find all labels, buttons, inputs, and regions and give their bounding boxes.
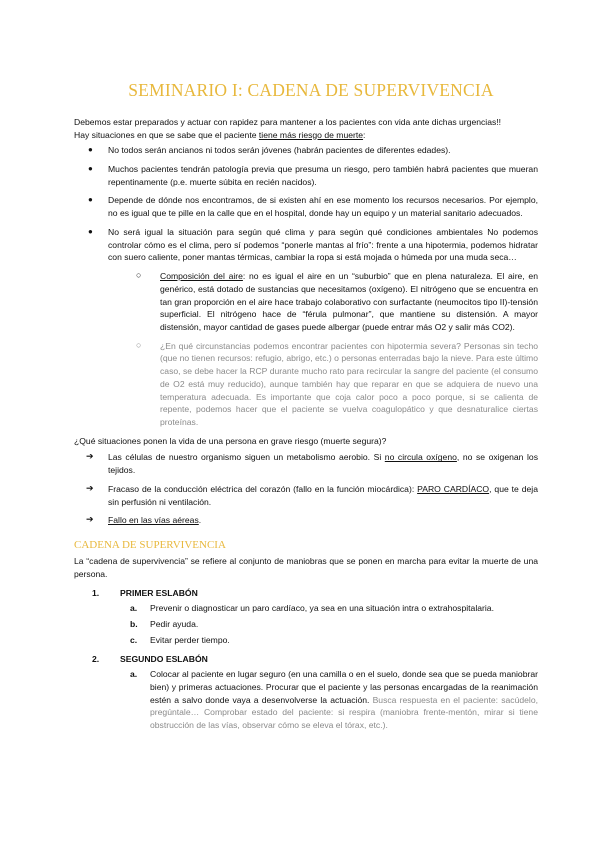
intro-line-1: Debemos estar preparados y actuar con rapidez para mantener a los pacientes con vida ante dichas urgencias!! bbox=[74, 116, 502, 127]
sub-bullet-list bbox=[74, 270, 538, 429]
arrow-text: , no se oxigenan los tejidos. bbox=[108, 452, 538, 476]
intro-line-2-post: : bbox=[363, 129, 366, 140]
bullet-text: No todos serán ancianos ni todos serán jóvenes (habrán pacientes de diferentes edades). bbox=[108, 145, 451, 156]
arrow-item bbox=[74, 451, 538, 476]
arrow-item bbox=[74, 483, 538, 508]
bullet-list bbox=[74, 144, 538, 428]
sub-step-text: Colocar al paciente en lugar seguro (en una camilla o en el suelo, donde sea que se pueda maniobrar bien) y primeras actuaciones. Procurar que el paciente y las personas encargadas de la reanimación estén a salvo donde vaya a desenvolverse la actuación. bbox=[150, 669, 538, 705]
intro-paragraph bbox=[74, 116, 538, 141]
section-intro: La “cadena de supervivencia” se refiere al conjunto de maniobras que se ponen en marcha para evitar la muerte de una persona. bbox=[74, 556, 538, 579]
hollow-circle-icon: ○ bbox=[136, 270, 142, 281]
bullet-item bbox=[74, 194, 538, 219]
sub-step-letter: a. bbox=[130, 603, 138, 614]
sub-step-text: Pedir ayuda. bbox=[150, 619, 199, 630]
bullet-text: No será igual la situación para según qué clima y para según qué condiciones ambientales No podemos controlar cómo es el clima, pero sí podemos “ponerle mantas al frío”: frente a una hipotermia, podemos hidratar con suero caliente, poner mantas térmicas, cambiar la ropa si está mojada o húmeda por una muda seca… bbox=[108, 226, 538, 263]
arrow-text-underlined: Fallo en las vías aéreas bbox=[108, 515, 199, 526]
step-title: PRIMER ESLABÓN bbox=[120, 587, 198, 598]
steps-list bbox=[74, 587, 538, 732]
right-arrow-icon: ➔ bbox=[86, 451, 94, 462]
step-number: 1. bbox=[92, 587, 100, 598]
step-item bbox=[74, 653, 538, 732]
sub-step-item bbox=[120, 634, 538, 647]
bullet-icon: ● bbox=[88, 145, 93, 155]
bullet-item bbox=[74, 144, 538, 157]
arrow-text: . bbox=[198, 515, 202, 526]
sub-step-item bbox=[120, 668, 538, 732]
sub-bullet-text: ¿En qué circunstancias podemos encontrar pacientes con hipotermia severa? Personas sin techo (que no tienen recursos: refugio, abrigo, etc.) o personas enterradas bajo la nieve. Para este último caso, se debe hacer la RCP durante mucho rato para recircular la sangre del paciente (el consumo de O2 está muy reducido), aunque también hay que reparar en que se adquiera de nuevo una temperatura adecuada. Es importante que coja calor poco a poco porque, si se calienta de repente, podemos hacer que el paciente se vuelva coagulopático y que desnaturalice ciertas proteínas. bbox=[160, 340, 538, 427]
arrow-text: Fracaso de la conducción eléctrica del corazón (fallo en la función miocárdica): bbox=[108, 483, 418, 494]
intro-line-2-underlined: tiene más riesgo de muerte bbox=[258, 129, 364, 140]
sub-bullet-item bbox=[74, 270, 538, 334]
bullet-icon: ● bbox=[88, 226, 93, 236]
bullet-text: Muchos pacientes tendrán patología previa que presuma un riesgo, pero también habrá pacientes que mueran repentinamente (p.e. muerte súbita en recién nacidos). bbox=[108, 164, 538, 187]
arrow-text-underlined: no circula oxígeno bbox=[384, 452, 457, 463]
sub-bullet-underlined: Composición del aire bbox=[160, 271, 243, 282]
step-title: SEGUNDO ESLABÓN bbox=[120, 653, 208, 664]
right-arrow-icon: ➔ bbox=[86, 514, 94, 525]
sub-step-text: Evitar perder tiempo. bbox=[150, 634, 230, 645]
right-arrow-icon: ➔ bbox=[86, 482, 94, 493]
step-item bbox=[74, 587, 538, 647]
sub-step-letter: b. bbox=[130, 619, 138, 630]
page-title: SEMINARIO I: CADENA DE SUPERVIVENCIA bbox=[128, 80, 494, 100]
bullet-item bbox=[74, 163, 538, 188]
arrow-text: Las células de nuestro organismo siguen un metabolismo aerobio. Si bbox=[108, 452, 385, 463]
bullet-text: Depende de dónde nos encontramos, de si existen ahí en ese momento los recursos necesarios. Por ejemplo, no es igual que te pille en la calle que en el hospital, donde hay un equipo y un material sanitario adecuados. bbox=[108, 195, 538, 219]
sub-step-letter: a. bbox=[130, 669, 138, 680]
bullet-icon: ● bbox=[88, 195, 93, 205]
intro-line-2-pre: Hay situaciones en que se sabe que el paciente bbox=[74, 129, 259, 140]
section-heading: CADENA DE SUPERVIVENCIA bbox=[74, 539, 226, 552]
arrow-list bbox=[74, 451, 538, 527]
hollow-circle-icon: ○ bbox=[136, 339, 142, 350]
sub-step-text: Prevenir o diagnosticar un paro cardíaco, ya sea en una situación intra o extrahospitalaria. bbox=[150, 603, 494, 614]
bullet-icon: ● bbox=[88, 164, 93, 174]
sub-step-item bbox=[120, 618, 538, 631]
sub-step-grey-text: Busca respuesta en el paciente: sacúdelo, pregúntale… Comprobar estado del paciente: si respira (maniobra frente-mentón, mirar si tiene obstrucción de las vías, observar cómo se eleva el tórax, etc.). bbox=[150, 694, 538, 731]
sub-bullet-text: : no es igual el aire en un “suburbio” que en plena naturaleza. El aire, en genérico, está dotado de sustancias que necesitamos (oxígeno). El nitrógeno que se encuentra en tan gran proporción en el aire hace trabajo colaborativo con surfactante (neumocitos tipo II)-tensión superficial. El nitrógeno hace de “férula pulmonar”, que mantiene su distensión. A mayor distensión, mayor cantidad de gases puede albergar (puede entrar más O2 y salir más CO2). bbox=[160, 271, 538, 332]
sub-step-item bbox=[120, 602, 538, 615]
arrow-text: , que te deja sin perfusión ni ventilación. bbox=[108, 483, 538, 507]
arrow-item bbox=[74, 514, 538, 527]
sub-step-letter: c. bbox=[130, 634, 138, 645]
bullet-item bbox=[74, 226, 538, 429]
step-number: 2. bbox=[92, 653, 100, 664]
question-line: ¿Qué situaciones ponen la vida de una persona en grave riesgo (muerte segura)? bbox=[74, 435, 387, 446]
arrow-text-underlined: PARO CARDÍACO bbox=[417, 483, 490, 494]
sub-bullet-item bbox=[74, 340, 538, 429]
sub-steps-list bbox=[120, 668, 538, 732]
sub-steps-list bbox=[120, 602, 538, 646]
